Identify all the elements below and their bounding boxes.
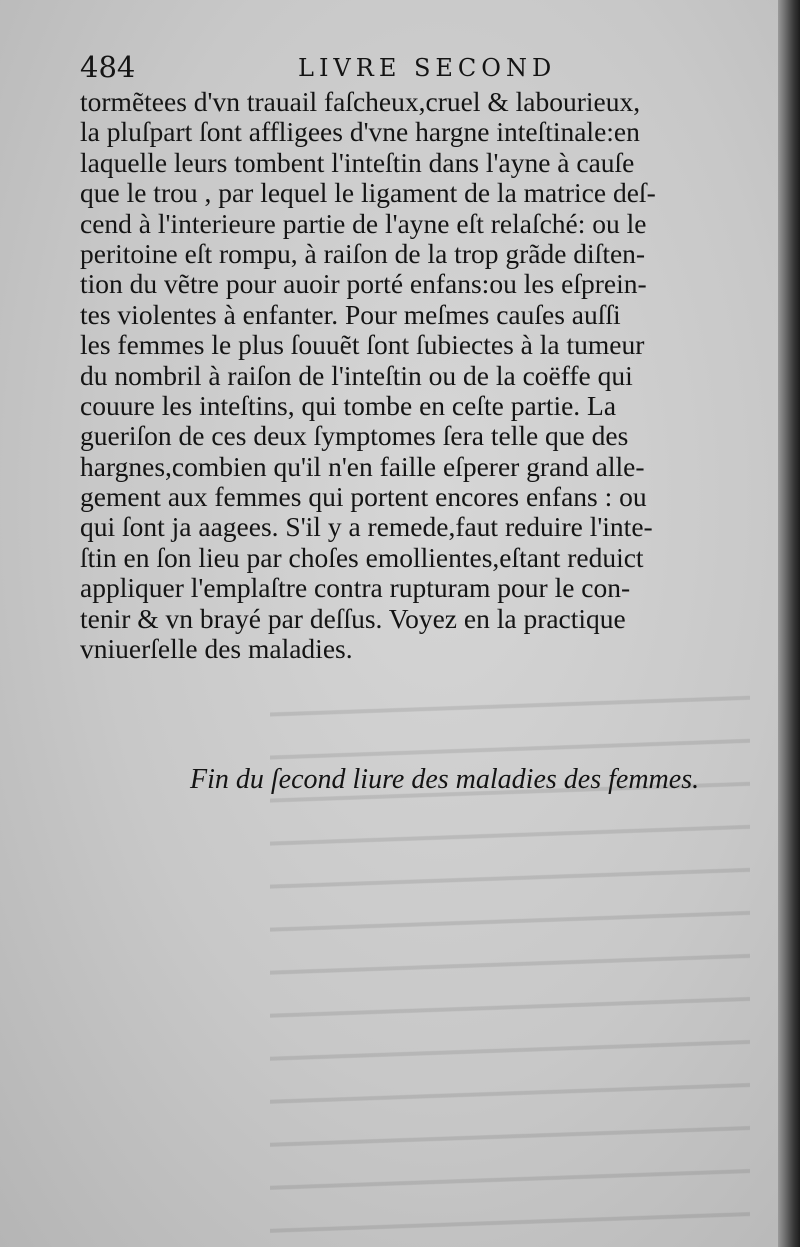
text-line: gueriſon de ces deux ſymptomes ſera telle que des <box>80 420 629 452</box>
text-line: tion du vẽtre pour auoir porté enfans:ou les eſprein- <box>80 268 647 300</box>
text-line: qui ſont ja aagees. S'il y a remede,faut reduire l'inte- <box>80 511 653 543</box>
text-line: couure les inteſtins, qui tombe en ceſte partie. La <box>80 389 617 421</box>
text-line: tenir & vn brayé par deſſus. Voyez en la practique <box>80 602 626 634</box>
text-line: tormẽtees d'vn trauail faſcheux,cruel & labourieux, <box>80 86 641 117</box>
text-line: cend à l'interieure partie de l'ayne eſt relaſché: ou le <box>80 207 647 239</box>
text-line: que le trou , par lequel le ligament de la matrice deſ- <box>80 177 656 209</box>
text-line: les femmes le plus ſouuẽt ſont ſubiectes à la tumeur <box>80 329 645 361</box>
book-gutter <box>778 0 800 1247</box>
text-line: vniuerſelle des maladies. <box>80 633 353 665</box>
text-line: hargnes,combien qu'il n'en faille eſperer grand alle- <box>80 450 645 482</box>
text-line: laquelle leurs tombent l'inteſtin dans l'ayne à cauſe <box>80 146 635 178</box>
chapter-end-explicit: Fin du ſecond liure des maladies des femmes. <box>190 764 700 795</box>
text-line: peritoine eſt rompu, à raiſon de la trop grãde diſten- <box>80 237 646 269</box>
page-number: 484 <box>80 50 136 84</box>
text-line: du nombril à raiſon de l'inteſtin ou de la coëffe qui <box>80 359 633 391</box>
text-line: tes violentes à enfanter. Pour meſmes cauſes auſſi <box>80 298 621 330</box>
page-header <box>80 50 760 90</box>
body-text <box>80 87 760 664</box>
running-head: LIVRE SECOND <box>298 54 557 82</box>
text-line: appliquer l'emplaſtre contra rupturam pour le con- <box>80 572 631 604</box>
text-line: ſtin en ſon lieu par choſes emollientes,eſtant reduict <box>80 541 644 573</box>
text-line: gement aux femmes qui portent encores enfans : ou <box>80 481 647 513</box>
text-line: la pluſpart ſont affligees d'vne hargne inteſtinale:en <box>80 116 640 148</box>
